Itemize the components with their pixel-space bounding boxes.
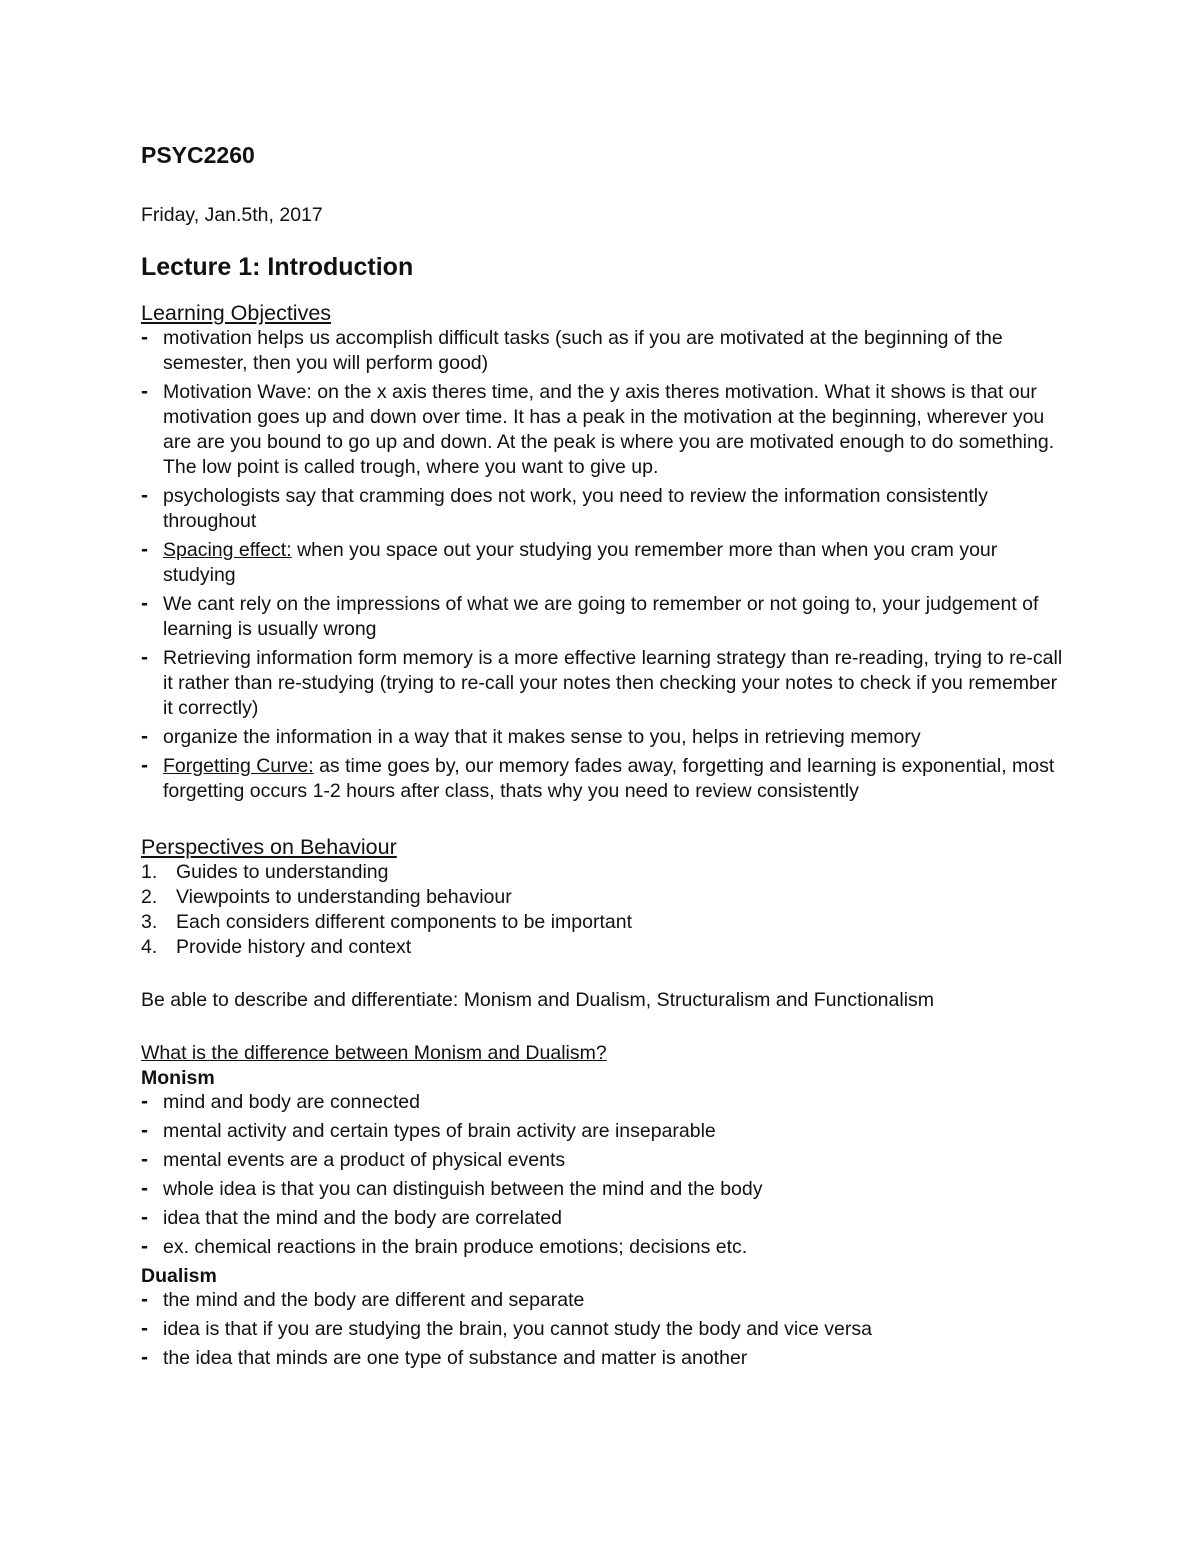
list-item [141,1346,1071,1371]
list-item [141,1235,1071,1260]
item-text: whole idea is that you can distinguish between the mind and the body [163,1178,763,1200]
term-spacing-effect: Spacing effect: [163,539,292,561]
item-text: idea is that if you are studying the brain, you cannot study the body and vice versa [163,1318,872,1340]
dualism-list [141,1288,1071,1371]
lecture-title: Lecture 1: Introduction [141,253,414,281]
list-item [141,380,1071,480]
monism-heading: Monism [141,1067,215,1089]
item-text: Guides to understanding [176,861,389,883]
list-item [141,885,1071,910]
item-text: Each considers different components to be important [176,911,632,933]
list-item [141,1119,1071,1144]
list-item [141,725,1071,750]
perspectives-heading: Perspectives on Behaviour [141,835,397,859]
item-text: motivation helps us accomplish difficult tasks (such as if you are motivated at the beginning of the semester, then you will perform good) [163,327,1003,374]
list-item [141,538,1071,588]
monism-list [141,1090,1071,1260]
item-text: psychologists say that cramming does not work, you need to review the information consistently throughout [163,485,988,532]
list-item [141,484,1071,534]
list-item [141,1148,1071,1173]
list-item [141,592,1071,642]
item-text: the mind and the body are different and separate [163,1289,585,1311]
list-item [141,935,1071,960]
lecture-date: Friday, Jan.5th, 2017 [141,204,323,226]
item-number: 4. [141,936,158,958]
item-text: Motivation Wave: on the x axis theres time, and the y axis theres motivation. What it shows is that our motivation goes up and down over time. It has a peak in the motivation at the beginning, wherever you are are you bound to go up and down. At the peak is where you are motivated enough to do something. The low point is called trough, where you want to give up. [163,381,1055,478]
learning-objectives-list [141,326,1071,804]
item-text: the idea that minds are one type of substance and matter is another [163,1347,748,1369]
list-item [141,1317,1071,1342]
item-text: Provide history and context [176,936,412,958]
item-number: 1. [141,861,158,883]
dualism-heading: Dualism [141,1265,217,1287]
list-item [141,1288,1071,1313]
describe-instruction: Be able to describe and differentiate: Monism and Dualism, Structuralism and Functionalism [141,989,935,1011]
list-item [141,646,1071,721]
perspectives-list [141,860,1071,960]
term-forgetting-curve: Forgetting Curve: [163,755,314,777]
document-body [141,140,1071,1375]
item-text: mind and body are connected [163,1091,420,1113]
item-number: 3. [141,911,158,933]
item-text: when you space out your studying you remember more than when you cram your studying [163,539,998,586]
item-text: idea that the mind and the body are correlated [163,1207,562,1229]
list-item [141,754,1071,804]
list-item [141,910,1071,935]
item-text: as time goes by, our memory fades away, forgetting and learning is exponential, most forgetting occurs 1-2 hours after class, thats why you need to review consistently [163,755,1055,802]
list-item [141,326,1071,376]
list-item [141,1177,1071,1202]
list-item [141,1090,1071,1115]
item-number: 2. [141,886,158,908]
list-item [141,1206,1071,1231]
item-text: mental events are a product of physical events [163,1149,566,1171]
question-heading: What is the difference between Monism and Dualism? [141,1042,607,1064]
item-text: Viewpoints to understanding behaviour [176,886,512,908]
learning-objectives-heading: Learning Objectives [141,301,332,325]
item-text: Retrieving information form memory is a more effective learning strategy than re-reading, trying to re-call it rather than re-studying (trying to re-call your notes then checking your notes to check if you remember it correctly) [163,647,1063,719]
course-code: PSYC2260 [141,142,255,168]
item-text: We cant rely on the impressions of what we are going to remember or not going to, your judgement of learning is usually wrong [163,593,1039,640]
item-text: organize the information in a way that it makes sense to you, helps in retrieving memory [163,726,921,748]
item-text: mental activity and certain types of brain activity are inseparable [163,1120,716,1142]
list-item [141,860,1071,885]
item-text: ex. chemical reactions in the brain produce emotions; decisions etc. [163,1236,748,1258]
